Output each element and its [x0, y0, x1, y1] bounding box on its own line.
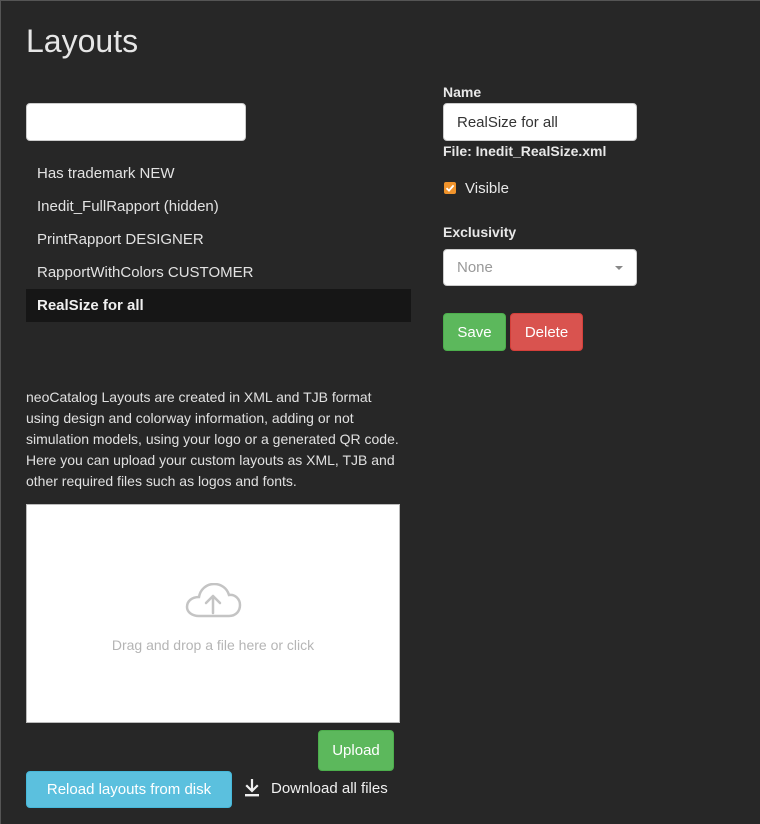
exclusivity-label: Exclusivity	[443, 224, 517, 240]
chevron-down-icon	[615, 266, 623, 270]
download-all-link[interactable]	[244, 777, 388, 799]
list-item[interactable]: RapportWithColors CUSTOMER	[37, 264, 254, 281]
layout-list	[26, 157, 411, 322]
download-all-label: Download all files	[271, 779, 388, 797]
list-item[interactable]: Inedit_FullRapport (hidden)	[37, 198, 219, 215]
delete-button[interactable]: Delete	[510, 313, 583, 351]
file-name-label: File: Inedit_RealSize.xml	[443, 143, 607, 159]
list-item[interactable]: PrintRapport DESIGNER	[37, 231, 204, 248]
page-title: Layouts	[26, 23, 139, 59]
name-label: Name	[443, 84, 482, 100]
file-dropzone[interactable]	[26, 504, 400, 723]
dropzone-text: Drag and drop a file here or click	[111, 637, 315, 653]
exclusivity-value: None	[457, 259, 493, 276]
download-icon	[244, 779, 260, 797]
search-input[interactable]	[26, 103, 246, 141]
reload-layouts-button[interactable]: Reload layouts from disk	[26, 771, 232, 808]
list-item[interactable]: Has trademark NEW	[37, 165, 175, 182]
visible-label: Visible	[465, 180, 509, 197]
upload-button[interactable]: Upload	[318, 730, 394, 771]
cloud-upload-icon	[184, 583, 242, 619]
save-button[interactable]: Save	[443, 313, 506, 351]
layouts-description: neoCatalog Layouts are created in XML and TJB format using design and colorway information, adding or not simulation models, using your logo or a generated QR code. Here you can upload your custom layouts as XML, TJB and other required files such as logos and fonts.	[26, 389, 399, 489]
name-input[interactable]	[443, 103, 637, 141]
exclusivity-select[interactable]	[443, 249, 637, 286]
visible-checkbox[interactable]	[444, 182, 456, 194]
list-item-selected[interactable]: RealSize for all	[26, 289, 411, 322]
checkmark-icon	[445, 183, 455, 193]
